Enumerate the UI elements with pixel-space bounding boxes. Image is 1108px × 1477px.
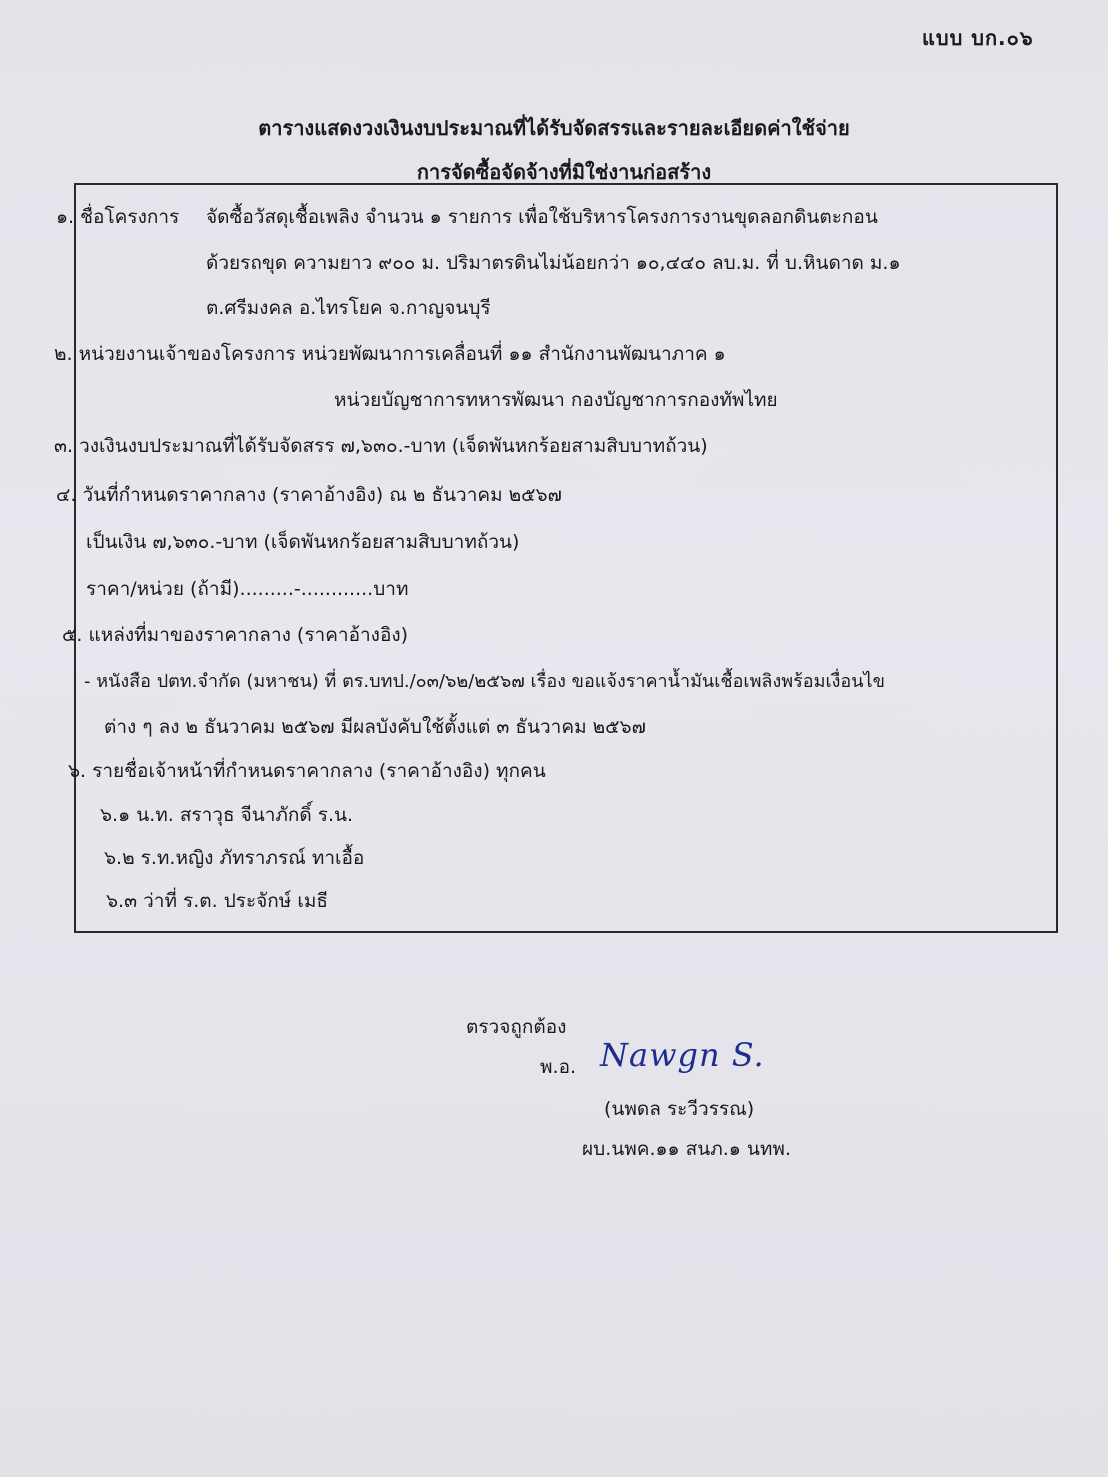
agency-line-1: ๒. หน่วยงานเจ้าของโครงการ หน่วยพัฒนาการเคลื่อนที่ ๑๑ สำนักงานพัฒนาภาค ๑ (54, 343, 726, 365)
project-line-1: จัดซื้อวัสดุเชื้อเพลิง จำนวน ๑ รายการ เพื่อใช้บริหารโครงการงานขุดลอกดินตะกอน (206, 206, 878, 228)
signer-name: (นพดล ระวีวรรณ) (604, 1098, 755, 1120)
project-line-2: ด้วยรถขุด ความยาว ๙๐๐ ม. ปริมาตรดินไม่น้อยกว่า ๑๐,๔๔๐ ลบ.ม. ที่ บ.หินดาด ม.๑ (206, 252, 901, 274)
officials-title: ๖. รายชื่อเจ้าหน้าที่กำหนดราคากลาง (ราคาอ้างอิง) ทุกคน (68, 760, 546, 782)
reference-date-line: ๔. วันที่กำหนดราคากลาง (ราคาอ้างอิง) ณ ๒ ธันวาคม ๒๕๖๗ (56, 484, 562, 506)
amount-line: เป็นเงิน ๗,๖๓๐.-บาท (เจ็ดพันหกร้อยสามสิบบาทถ้วน) (86, 531, 520, 553)
signer-position: ผบ.นพค.๑๑ สนภ.๑ นทพ. (582, 1138, 791, 1160)
project-label: ๑. ชื่อโครงการ (56, 206, 180, 228)
official-2: ๖.๒ ร.ท.หญิง ภัทราภรณ์ ทาเอื้อ (104, 847, 365, 869)
handwritten-signature: Nawgn S. (600, 1036, 765, 1074)
signer-rank: พ.อ. (540, 1056, 577, 1078)
agency-line-2: หน่วยบัญชาการทหารพัฒนา กองบัญชาการกองทัพไทย (334, 389, 778, 411)
unit-price-line: ราคา/หน่วย (ถ้ามี).........-............บาท (86, 578, 409, 600)
budget-line: ๓. วงเงินงบประมาณที่ได้รับจัดสรร ๗,๖๓๐.-บาท (เจ็ดพันหกร้อยสามสิบบาทถ้วน) (54, 435, 708, 457)
project-line-3: ต.ศรีมงคล อ.ไทรโยค จ.กาญจนบุรี (206, 297, 491, 319)
official-1: ๖.๑ น.ท. สราวุธ จีนาภักดิ์ ร.น. (100, 804, 354, 826)
verified-label: ตรวจถูกต้อง (466, 1016, 567, 1038)
source-line-1: - หนังสือ ปตท.จำกัด (มหาชน) ที่ ตร.บทป./๐๓/๖๒/๒๕๖๗ เรื่อง ขอแจ้งราคาน้ำมันเชื้อเพลิงพร้อมเงื่อนไข (84, 671, 885, 692)
document-subtitle: การจัดซื้อจัดจ้างที่มิใช่งานก่อสร้าง (416, 160, 712, 184)
document-title: ตารางแสดงวงเงินงบประมาณที่ได้รับจัดสรรและรายละเอียดค่าใช้จ่าย (258, 116, 850, 140)
official-3: ๖.๓ ว่าที่ ร.ต. ประจักษ์ เมธี (106, 890, 328, 912)
source-line-2: ต่าง ๆ ลง ๒ ธันวาคม ๒๕๖๗ มีผลบังคับใช้ตั้งแต่ ๓ ธันวาคม ๒๕๖๗ (104, 716, 646, 738)
source-title: ๕. แหล่งที่มาของราคากลาง (ราคาอ้างอิง) (62, 624, 409, 646)
form-code: แบบ บก.๐๖ (922, 26, 1034, 50)
